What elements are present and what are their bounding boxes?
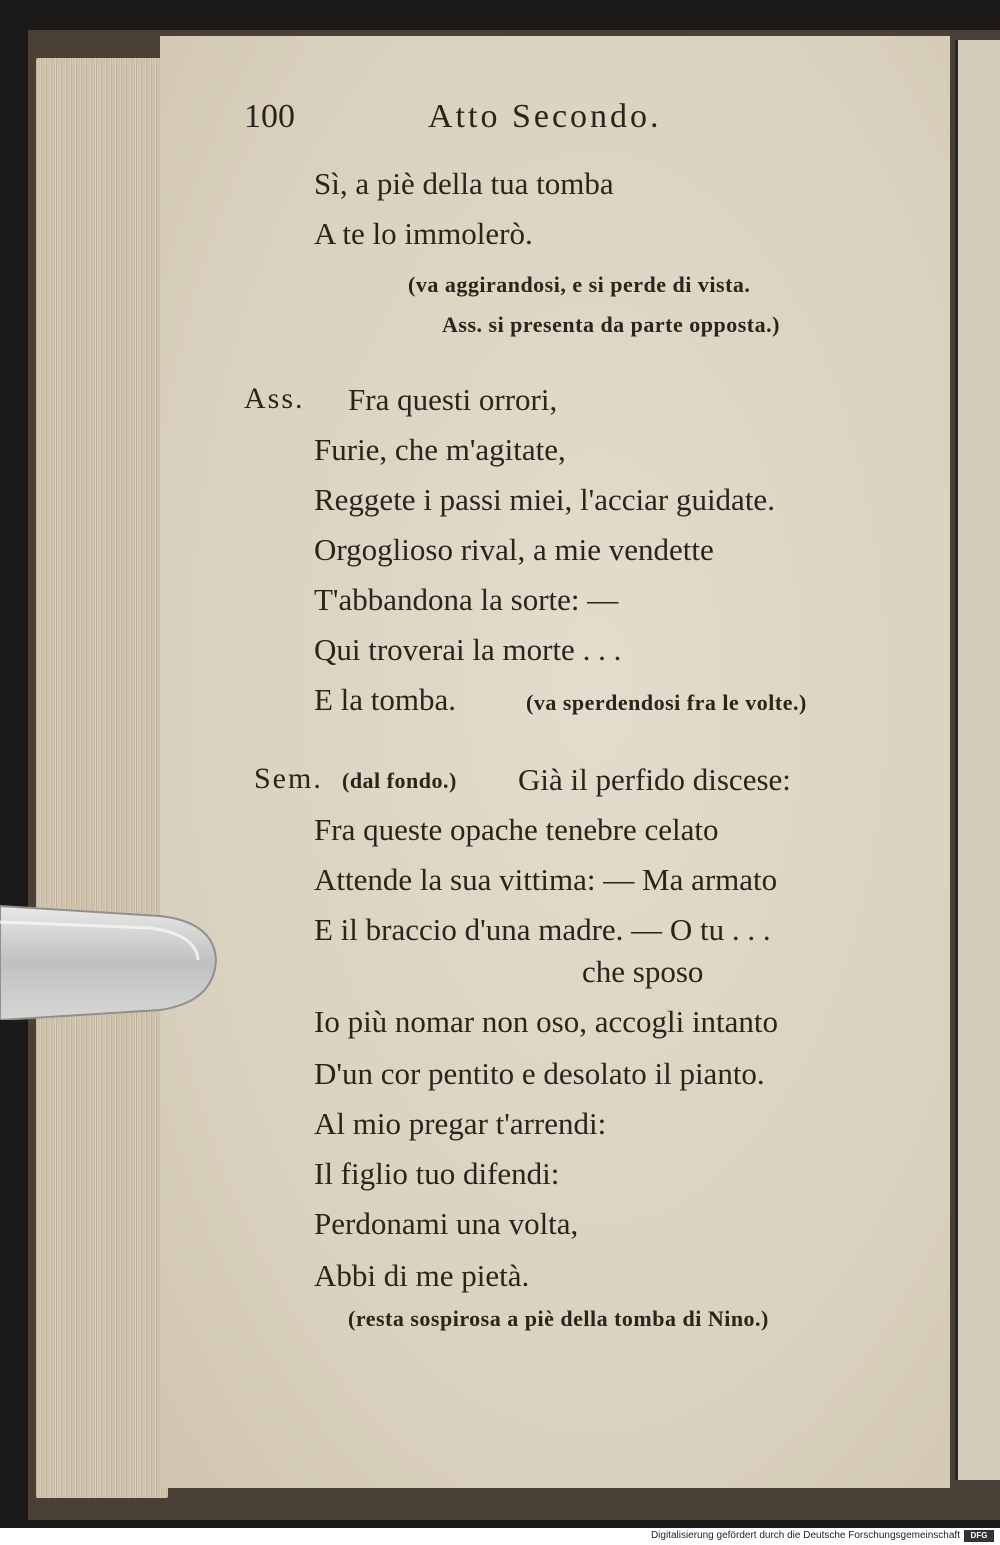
facing-page-edge [955, 40, 1000, 1480]
speaker-label: Sem. [254, 762, 323, 795]
speaker-label: Ass. [244, 382, 305, 415]
page-edges [36, 58, 168, 1498]
verse-line: D'un cor pentito e desolato il pianto. [314, 1056, 765, 1091]
verse-line: Il figlio tuo difendi: [314, 1156, 560, 1191]
verse-line: Qui troverai la morte . . . [314, 632, 622, 667]
digitization-credit: Digitalisierung gefördert durch die Deutsche Forschungsgemeinschaft [650, 1530, 960, 1541]
stage-direction: Ass. si presenta da parte opposta.) [442, 312, 780, 337]
verse-line: Fra queste opache tenebre celato [314, 812, 719, 847]
dfg-logo: DFG [964, 1530, 994, 1542]
verse-line: che sposo [582, 954, 704, 989]
running-title: Atto Secondo. [428, 98, 662, 135]
verse-line: Orgoglioso rival, a mie vendette [314, 532, 714, 567]
verse-line: Reggete i passi miei, l'acciar guidate. [314, 482, 775, 517]
verse-line: A te lo immolerò. [314, 216, 533, 251]
stage-direction: (resta sospirosa a piè della tomba di Nino.) [348, 1306, 769, 1331]
verse-line: E il braccio d'una madre. — O tu . . . [314, 912, 771, 947]
stage-direction: (dal fondo.) [342, 768, 457, 793]
verse-line: Al mio pregar t'arrendi: [314, 1106, 607, 1141]
verse-line: T'abbandona la sorte: — [314, 582, 619, 617]
verse-line: E la tomba. [314, 682, 457, 717]
page-number: 100 [244, 98, 295, 135]
page-clip [0, 902, 218, 1020]
book-page [160, 36, 950, 1488]
verse-line: Furie, che m'agitate, [314, 432, 566, 467]
verse-line: Attende la sua vittima: — Ma armato [314, 862, 778, 897]
verse-line: Io più nomar non oso, accogli intanto [314, 1004, 779, 1039]
footer-bar [0, 1528, 1000, 1545]
verse-line: Fra questi orrori, [348, 382, 558, 417]
stage-direction: (va sperdendosi fra le volte.) [526, 690, 807, 715]
verse-line: Perdonami una volta, [314, 1206, 579, 1241]
stage-direction: (va aggirandosi, e si perde di vista. [408, 272, 751, 297]
verse-line: Sì, a piè della tua tomba [314, 166, 614, 201]
verse-line: Già il perfido discese: [518, 762, 791, 797]
verse-line: Abbi di me pietà. [314, 1258, 530, 1293]
